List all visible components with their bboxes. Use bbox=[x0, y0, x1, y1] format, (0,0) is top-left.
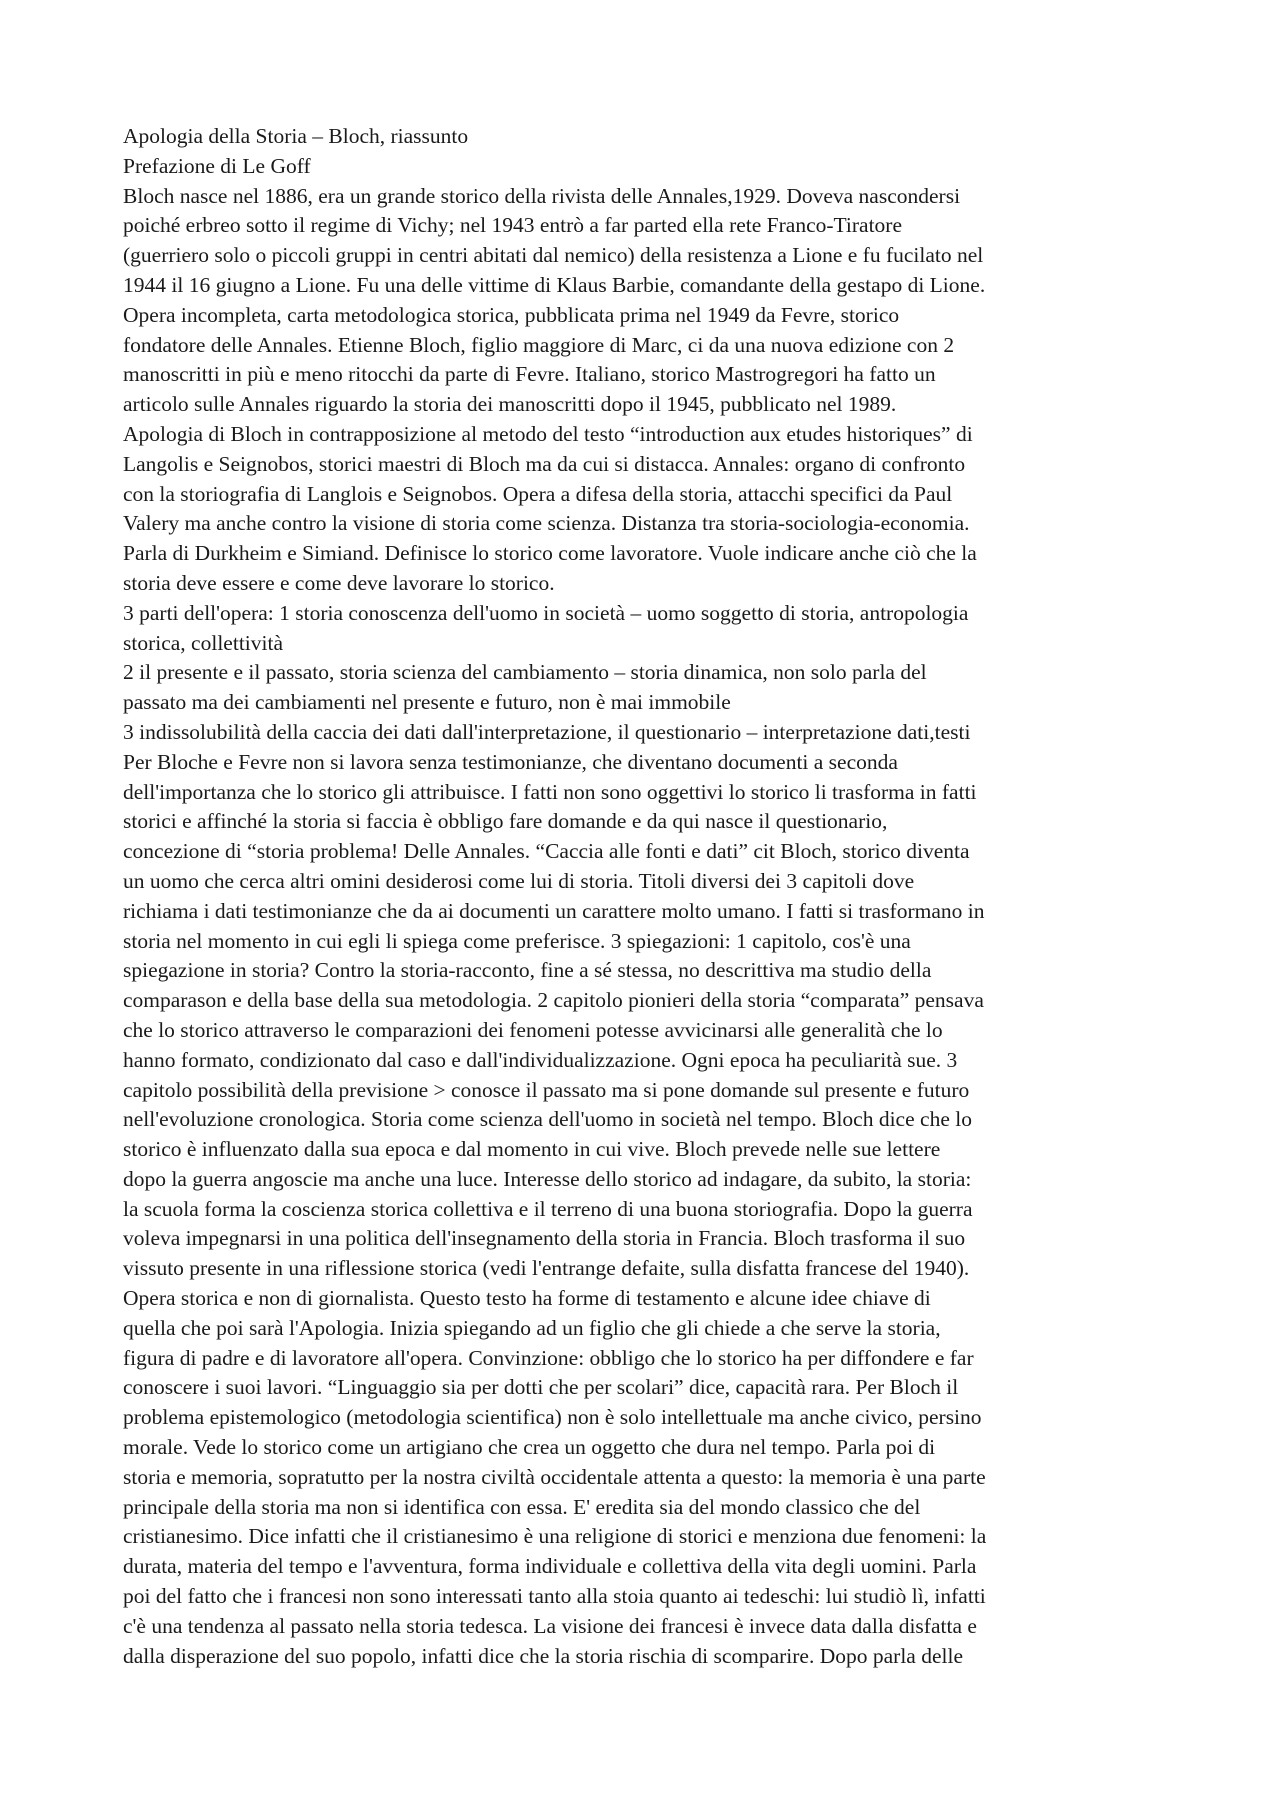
text-line: problema epistemologico (metodologia scientifica) non è solo intellettuale ma anche civico, persino bbox=[123, 1405, 982, 1430]
text-line: che lo storico attraverso le comparazioni dei fenomeni potesse avvicinarsi alle generalità che lo bbox=[123, 1017, 943, 1042]
text-line: voleva impegnarsi in una politica dell'insegnamento della storia in Francia. Bloch trasforma il suo bbox=[123, 1226, 966, 1251]
text-line: fondatore delle Annales. Etienne Bloch, figlio maggiore di Marc, ci da una nuova edizione con 2 bbox=[123, 332, 955, 357]
text-line: poiché erbreo sotto il regime di Vichy; nel 1943 entrò a far parted ella rete Franco-Tiratore bbox=[123, 213, 903, 238]
text-line: 2 il presente e il passato, storia scienza del cambiamento – storia dinamica, non solo parla del bbox=[123, 660, 927, 685]
text-line: la scuola forma la coscienza storica collettiva e il terreno di una buona storiografia. Dopo la guerra bbox=[123, 1196, 973, 1221]
text-line: nell'evoluzione cronologica. Storia come scienza dell'uomo in società nel tempo. Bloch dice che lo bbox=[123, 1107, 972, 1132]
document-body bbox=[123, 122, 1173, 1671]
text-line: figura di padre e di lavoratore all'opera. Convinzione: obbligo che lo storico ha per diffondere e far bbox=[123, 1345, 974, 1370]
text-line: Opera incompleta, carta metodologica storica, pubblicata prima nel 1949 da Fevre, storico bbox=[123, 302, 900, 327]
text-line: comparason e della base della sua metodologia. 2 capitolo pionieri della storia “comparata” pensava bbox=[123, 988, 984, 1013]
text-line: articolo sulle Annales riguardo la storia dei manoscritti dopo il 1945, pubblicato nel 1989. bbox=[123, 392, 897, 417]
text-line: Bloch nasce nel 1886, era un grande storico della rivista delle Annales,1929. Doveva nascondersi bbox=[123, 183, 961, 208]
text-line: Langolis e Seignobos, storici maestri di Bloch ma da cui si distacca. Annales: organo di confronto bbox=[123, 451, 966, 476]
text-line: capitolo possibilità della previsione > conosce il passato ma si pone domande sul presente e futuro bbox=[123, 1077, 970, 1102]
text-line: principale della storia ma non si identifica con essa. E' eredita sia del mondo classico che del bbox=[123, 1494, 921, 1519]
text-line: storica, collettività bbox=[123, 630, 284, 655]
text-line: dell'importanza che lo storico gli attribuisce. I fatti non sono oggettivi lo storico li trasforma in fatti bbox=[123, 779, 977, 804]
text-line: manoscritti in più e meno ritocchi da parte di Fevre. Italiano, storico Mastrogregori ha fatto un bbox=[123, 362, 936, 387]
text-line: morale. Vede lo storico come un artigiano che crea un oggetto che dura nel tempo. Parla poi di bbox=[123, 1435, 936, 1460]
text-line: storico è influenzato dalla sua epoca e dal momento in cui vive. Bloch prevede nelle sue lettere bbox=[123, 1137, 941, 1162]
text-line: storia deve essere e come deve lavorare lo storico. bbox=[123, 570, 555, 595]
text-line: Per Bloche e Fevre non si lavora senza testimonianze, che diventano documenti a seconda bbox=[123, 749, 898, 774]
text-line: con la storiografia di Langlois e Seignobos. Opera a difesa della storia, attacchi specifici da Paul bbox=[123, 481, 953, 506]
text-line: dopo la guerra angoscie ma anche una luce. Interesse dello storico ad indagare, da subito, la storia: bbox=[123, 1166, 972, 1191]
text-line: dalla disperazione del suo popolo, infatti dice che la storia rischia di scomparire. Dopo parla delle bbox=[123, 1643, 964, 1668]
text-line: vissuto presente in una riflessione storica (vedi l'entrange defaite, sulla disfatta francese del 1940). bbox=[123, 1256, 970, 1281]
text-line: spiegazione in storia? Contro la storia-racconto, fine a sé stessa, no descrittiva ma studio della bbox=[123, 958, 932, 983]
text-line: cristianesimo. Dice infatti che il cristianesimo è una religione di storici e menziona due fenomeni: la bbox=[123, 1524, 987, 1549]
text-line: concezione di “storia problema! Delle Annales. “Caccia alle fonti e dati” cit Bloch, storico diventa bbox=[123, 839, 970, 864]
text-line: storia nel momento in cui egli li spiega come preferisce. 3 spiegazioni: 1 capitolo, cos'è una bbox=[123, 928, 911, 953]
document-title: Apologia della Storia – Bloch, riassunto bbox=[123, 124, 469, 148]
document-page bbox=[123, 122, 1173, 1671]
text-line: storia e memoria, sopratutto per la nostra civiltà occidentale attenta a questo: la memoria è una parte bbox=[123, 1464, 986, 1489]
text-line: richiama i dati testimonianze che da ai documenti un carattere molto umano. I fatti si trasformano in bbox=[123, 898, 985, 923]
text-line: passato ma dei cambiamenti nel presente e futuro, non è mai immobile bbox=[123, 690, 731, 715]
text-line: 3 parti dell'opera: 1 storia conoscenza dell'uomo in società – uomo soggetto di storia, antropologia bbox=[123, 600, 969, 625]
text-line: quella che poi sarà l'Apologia. Inizia spiegando ad un figlio che gli chiede a che serve la storia, bbox=[123, 1315, 941, 1340]
text-line: Opera storica e non di giornalista. Questo testo ha forme di testamento e alcune idee chiave di bbox=[123, 1286, 931, 1311]
text-line: Valery ma anche contro la visione di storia come scienza. Distanza tra storia-sociologia-economia. bbox=[123, 511, 970, 536]
document-subtitle: Prefazione di Le Goff bbox=[123, 153, 311, 178]
text-line: poi del fatto che i francesi non sono interessati tanto alla stoia quanto ai tedeschi: lui studiò lì, infatti bbox=[123, 1584, 986, 1609]
text-line: conoscere i suoi lavori. “Linguaggio sia per dotti che per scolari” dice, capacità rara. Per Bloch il bbox=[123, 1375, 959, 1400]
text-line: 1944 il 16 giugno a Lione. Fu una delle vittime di Klaus Barbie, comandante della gestapo di Lione. bbox=[123, 272, 986, 297]
text-line: durata, materia del tempo e l'avventura, forma individuale e collettiva della vita degli uomini. Parla bbox=[123, 1554, 977, 1579]
text-line: Parla di Durkheim e Simiand. Definisce lo storico come lavoratore. Vuole indicare anche ciò che la bbox=[123, 541, 977, 566]
text-line: 3 indissolubilità della caccia dei dati dall'interpretazione, il questionario – interpretazione dati,testi bbox=[123, 719, 971, 744]
text-line: storici e affinché la storia si faccia è obbligo fare domande e da qui nasce il questionario, bbox=[123, 809, 888, 834]
text-line: hanno formato, condizionato dal caso e dall'individualizzazione. Ogni epoca ha peculiarità sue. 3 bbox=[123, 1047, 958, 1072]
text-line: un uomo che cerca altri omini desiderosi come lui di storia. Titoli diversi dei 3 capitoli dove bbox=[123, 868, 915, 893]
text-line: Apologia di Bloch in contrapposizione al metodo del testo “introduction aux etudes historiques” di bbox=[123, 421, 973, 446]
text-line: c'è una tendenza al passato nella storia tedesca. La visione dei francesi è invece data dalla disfatta e bbox=[123, 1613, 977, 1638]
text-line: (guerriero solo o piccoli gruppi in centri abitati dal nemico) della resistenza a Lione e fu fucilato nel bbox=[123, 243, 984, 268]
